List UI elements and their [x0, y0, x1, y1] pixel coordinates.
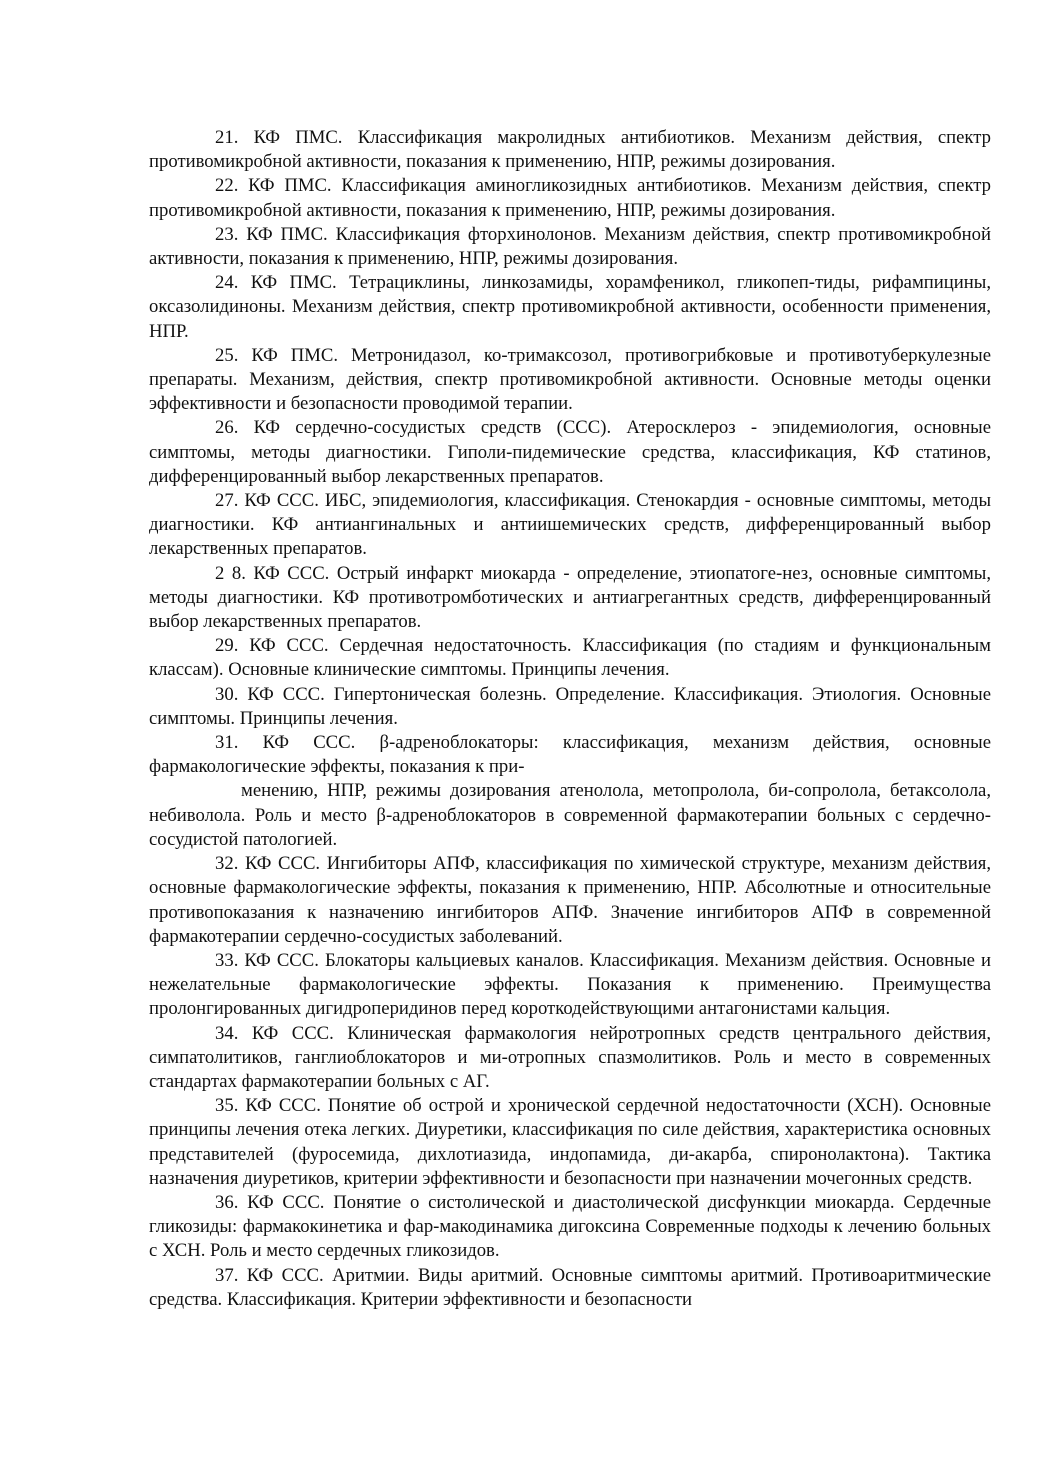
- item-number: 31.: [215, 732, 239, 754]
- item-text: менению, НПР, режимы дозирования атенолола, метопролола, би-сопролола, бетаксолола, небиволола. Роль и место β-адреноблокаторов в современной фармакотерапии больных с сердечно-сосудистой патологией.: [149, 780, 991, 850]
- item-text: КФ ССС. Ингибиторы АПФ, классификация по химической структуре, механизм действия, основные фармакологические эффекты, показания к применению, НПР. Абсолютные и относительные противопоказания к назначению ингибиторов АПФ. Значение ингибиторов АПФ в современной фармакотерапии сердечно-сосудистых заболеваний.: [149, 853, 992, 947]
- item-text: КФ ССС. Аритмии. Виды аритмий. Основные симптомы аритмий. Противоаритмические средства. Классификация. Критерии эффективности и безопасности: [149, 1264, 992, 1310]
- item-number: 35.: [215, 1095, 239, 1117]
- item-number: 24.: [215, 272, 239, 294]
- list-item: [149, 126, 991, 174]
- item-text: КФ ССС. Понятие об острой и хронической сердечной недостаточности (ХСН). Основные принципы лечения отека легких. Диуретики, классификация по силе действия, характеристика основных представителей (фуросемида, дихлотиазида, индопамида, ди-акарба, спиронолактона). Тактика назначения диуретиков, критерии эффективности и безопасности при назначении мочегонных средств.: [149, 1095, 991, 1189]
- item-number: 21.: [215, 127, 239, 148]
- item-text: КФ сердечно-сосудистых средств (ССС). Атеросклероз - эпидемиология, основные симптомы, методы диагностики. Гиполи-пидемические средства, классификация, КФ статинов, дифференцированный выбор лекарственных препаратов.: [149, 417, 992, 487]
- item-text: КФ ССС. Понятие о систолической и диастолической дисфункции миокарда. Сердечные гликозиды: фармакокинетика и фар-макодинамика дигоксина Современные подходы к лечению больных с ХСН. Роль и место сердечных гликозидов.: [149, 1191, 992, 1262]
- list-item: [149, 489, 991, 562]
- item-text: КФ ПМС. Тетрациклины, линкозамиды, хорамфеникол, гликопеп-тиды, рифампицины, оксазолидиноны. Механизм действия, спектр противомикробной активности, особенности применения, НПР.: [149, 272, 992, 342]
- document-page: [149, 126, 991, 1312]
- list-item-continuation: [149, 779, 991, 852]
- list-item: [149, 174, 991, 222]
- item-text: КФ ССС. β-адреноблокаторы: классификация, механизм действия, основные фармакологические эффекты, показания к при-: [149, 732, 991, 778]
- list-item: [149, 271, 991, 344]
- item-number: 32.: [215, 853, 239, 875]
- item-text: КФ ПМС. Классификация фторхинолонов. Механизм действия, спектр противомикробной активности, показания к применению, НПР, режимы дозирования.: [149, 223, 991, 270]
- list-item: [149, 1022, 991, 1095]
- item-text: КФ ПМС. Классификация аминогликозидных антибиотиков. Механизм действия, спектр противомикробной активности, показания к применению, НПР, режимы дозирования.: [149, 175, 992, 221]
- list-item: [149, 344, 991, 417]
- list-item: [149, 634, 991, 682]
- item-text: КФ ССС. Клиническая фармакология нейротропных средств центрального действия, симпатолитиков, ганглиоблокаторов и ми-отропных спазмолитиков. Роль и место в современных стандартах фармакотерапии больных с АГ.: [149, 1022, 991, 1092]
- item-number: 25.: [215, 344, 239, 366]
- item-number: 2 8.: [215, 562, 246, 584]
- item-text: КФ ССС. Гипертоническая болезнь. Определение. Классификация. Этиология. Основные симптомы. Принципы лечения.: [149, 683, 992, 729]
- item-number: 23.: [215, 223, 239, 245]
- list-item: [149, 1191, 991, 1264]
- list-item: [149, 1094, 991, 1191]
- item-number: 26.: [215, 417, 239, 439]
- list-item: [149, 1264, 991, 1312]
- item-number: 33.: [215, 949, 239, 971]
- item-number: 27.: [215, 490, 239, 512]
- item-number: 34.: [215, 1022, 239, 1044]
- list-item: [149, 416, 991, 489]
- list-item: [149, 731, 991, 779]
- item-number: 30.: [215, 683, 239, 705]
- item-text: КФ ПМС. Классификация макролидных антибиотиков. Механизм действия, спектр противомикробной активности, показания к применению, НПР, режимы дозирования.: [149, 127, 991, 173]
- item-number: 36.: [215, 1191, 239, 1213]
- item-text: КФ ССС. ИБС, эпидемиология, классификация. Стенокардия - основные симптомы, методы диагностики. КФ антиангинальных и антиишемических средств, дифференцированный выбор лекарственных препаратов.: [149, 490, 992, 560]
- item-text: КФ ССС. Сердечная недостаточность. Классификация (по стадиям и функциональным классам). Основные клинические симптомы. Принципы лечения.: [149, 635, 992, 681]
- list-item: [149, 683, 991, 731]
- item-number: 29.: [215, 635, 239, 657]
- list-item: [149, 852, 991, 949]
- item-number: 22.: [215, 175, 239, 197]
- list-item: [149, 562, 991, 635]
- item-text: КФ ССС. Острый инфаркт миокарда - определение, этиопатоге-нез, основные симптомы, методы диагностики. КФ противотромботических и антиагрегантных средств, дифференцированный выбор лекарственных препаратов.: [149, 562, 991, 633]
- item-number: 37.: [215, 1264, 239, 1286]
- item-text: КФ ПМС. Метронидазол, ко-тримаксозол, противогрибковые и противотуберкулезные препараты. Механизм, действия, спектр противомикробной активности. Основные методы оценки эффективности и безопасности проводимой терапии.: [149, 344, 992, 415]
- item-text: КФ ССС. Блокаторы кальциевых каналов. Классификация. Механизм действия. Основные и нежелательные фармакологические эффекты. Показания к применению. Преимущества пролонгированных дигидроперидинов перед короткодействующими антагонистами кальция.: [149, 949, 992, 1020]
- list-item: [149, 949, 991, 1022]
- list-item: [149, 223, 991, 271]
